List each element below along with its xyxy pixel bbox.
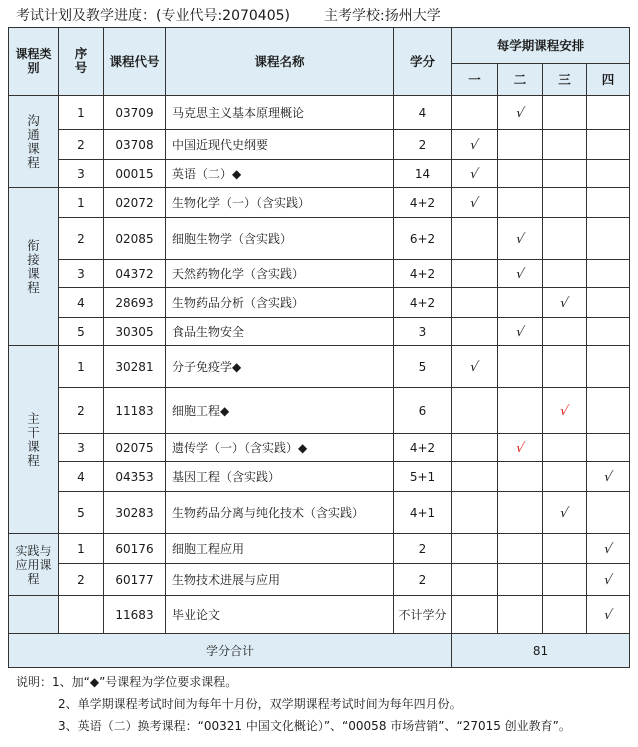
school-name: 主考学校:扬州大学 [324,8,441,24]
term-1-cell [452,218,498,260]
credit-cell: 6 [394,388,452,434]
seq-cell: 2 [59,130,104,160]
code-cell: 02085 [104,218,166,260]
credit-cell: 5+1 [394,462,452,492]
term-3-cell [543,218,587,260]
table-row [9,96,630,130]
seq-cell: 3 [59,160,104,188]
code-cell: 02075 [104,434,166,462]
term-4-cell [587,534,630,564]
term-3-cell [543,492,587,534]
credit-cell: 5 [394,346,452,388]
course-name-cell: 细胞工程◆ [166,388,394,434]
term-1-cell [452,564,498,596]
table-row [9,492,630,534]
term-2-cell [498,462,543,492]
course-name-cell: 基因工程（含实践） [166,462,394,492]
total-label: 学分合计 [9,634,452,668]
plan-title: 考试计划及教学进度：(专业代号:2070405) [16,8,290,24]
term-3-cell [543,318,587,346]
term-3-cell [543,260,587,288]
term-1-cell [452,96,498,130]
term-2-cell [498,434,543,462]
code-cell: 30305 [104,318,166,346]
term-3-cell [543,596,587,634]
check-mark-icon: √ [514,324,526,340]
seq-cell: 2 [59,388,104,434]
header-term-1: 一 [452,64,498,96]
header-term-2: 二 [498,64,543,96]
term-3-cell [543,96,587,130]
credit-cell: 不计学分 [394,596,452,634]
course-name-cell: 中国近现代史纲要 [166,130,394,160]
header-term-3: 三 [543,64,587,96]
term-4-cell [587,388,630,434]
note-1: 说明：1、加“◆”号课程为学位要求课程。 [16,675,238,689]
term-1-cell [452,130,498,160]
term-2-cell [498,346,543,388]
code-cell: 04353 [104,462,166,492]
credit-cell: 3 [394,318,452,346]
term-2-cell [498,160,543,188]
credit-cell: 4+2 [394,288,452,318]
term-3-cell [543,534,587,564]
term-1-cell [452,260,498,288]
table-row [9,462,630,492]
credit-cell: 14 [394,160,452,188]
term-1-cell [452,288,498,318]
table-row-total [9,634,630,668]
check-mark-icon: √ [559,403,570,419]
table-row [9,388,630,434]
seq-cell: 3 [59,434,104,462]
course-name-cell: 毕业论文 [166,596,394,634]
check-mark-icon: √ [602,469,614,485]
term-3-cell [543,462,587,492]
category-cell: 实践与应用课程 [9,534,59,596]
seq-cell: 1 [59,346,104,388]
term-2-cell [498,596,543,634]
course-name-cell: 分子免疫学◆ [166,346,394,388]
term-4-cell [587,346,630,388]
term-2-cell [498,130,543,160]
term-4-cell [587,218,630,260]
term-1-cell [452,160,498,188]
note-3: 3、英语（二）换考课程：“00321 中国文化概论）”、“00058 市场营销”、“27015 创业教育”。 [58,719,571,733]
course-plan-table [8,27,630,668]
course-name-cell: 英语（二）◆ [166,160,394,188]
table-row [9,218,630,260]
term-3-cell [543,346,587,388]
credit-cell: 4 [394,96,452,130]
credit-cell: 4+1 [394,492,452,534]
term-4-cell [587,160,630,188]
code-cell: 60176 [104,534,166,564]
course-name-cell: 生物技术进展与应用 [166,564,394,596]
seq-cell: 4 [59,288,104,318]
term-3-cell [543,130,587,160]
code-cell: 04372 [104,260,166,288]
credit-cell: 2 [394,130,452,160]
term-1-cell [452,462,498,492]
term-2-cell [498,318,543,346]
header-term-4: 四 [587,64,630,96]
check-mark-icon: √ [514,231,526,247]
term-3-cell [543,288,587,318]
table-row [9,434,630,462]
course-name-cell: 马克思主义基本原理概论 [166,96,394,130]
term-2-cell [498,388,543,434]
term-1-cell [452,434,498,462]
header-seq: 序号 [59,28,104,96]
code-cell: 11683 [104,596,166,634]
term-1-cell [452,188,498,218]
code-cell: 30281 [104,346,166,388]
credit-cell: 4+2 [394,188,452,218]
term-3-cell [543,188,587,218]
code-cell: 30283 [104,492,166,534]
term-4-cell [587,96,630,130]
code-cell: 03709 [104,96,166,130]
term-4-cell [587,188,630,218]
term-1-cell [452,318,498,346]
check-mark-icon: √ [602,541,614,557]
course-name-cell: 生物化学（一）（含实践） [166,188,394,218]
credit-cell: 6+2 [394,218,452,260]
term-1-cell [452,596,498,634]
header-code: 课程代号 [104,28,166,96]
header-category: 课程类别 [9,28,59,96]
term-3-cell [543,564,587,596]
seq-cell: 4 [59,462,104,492]
check-mark-icon: √ [602,572,614,588]
course-name-cell: 食品生物安全 [166,318,394,346]
total-value: 81 [452,634,630,668]
course-name-cell: 生物药品分离与纯化技术（含实践） [166,492,394,534]
check-mark-icon: √ [469,137,480,153]
table-row [9,160,630,188]
term-3-cell [543,434,587,462]
seq-cell: 3 [59,260,104,288]
code-cell: 60177 [104,564,166,596]
course-name-cell: 遗传学（一）（含实践）◆ [166,434,394,462]
term-2-cell [498,96,543,130]
term-4-cell [587,564,630,596]
category-cell: 衔接课程 [9,188,59,346]
term-3-cell [543,160,587,188]
notes [16,671,571,737]
table-row [9,260,630,288]
term-2-cell [498,218,543,260]
table-row [9,188,630,218]
term-2-cell [498,288,543,318]
page-title [16,6,441,26]
term-2-cell [498,492,543,534]
code-cell: 00015 [104,160,166,188]
code-cell: 02072 [104,188,166,218]
header-credit: 学分 [394,28,452,96]
term-2-cell [498,260,543,288]
term-3-cell [543,388,587,434]
term-1-cell [452,492,498,534]
term-4-cell [587,596,630,634]
check-mark-icon: √ [514,105,526,121]
course-name-cell: 细胞工程应用 [166,534,394,564]
check-mark-icon: √ [469,166,480,182]
term-2-cell [498,564,543,596]
term-4-cell [587,434,630,462]
check-mark-icon: √ [559,295,570,311]
code-cell: 11183 [104,388,166,434]
term-4-cell [587,462,630,492]
code-cell: 03708 [104,130,166,160]
term-4-cell [587,130,630,160]
seq-cell: 2 [59,218,104,260]
credit-cell: 4+2 [394,434,452,462]
credit-cell: 2 [394,534,452,564]
course-name-cell: 细胞生物学（含实践） [166,218,394,260]
term-4-cell [587,492,630,534]
course-name-cell: 天然药物化学（含实践） [166,260,394,288]
term-1-cell [452,534,498,564]
category-cell: 沟通课程 [9,96,59,188]
check-mark-icon: √ [559,505,570,521]
check-mark-icon: √ [469,195,480,211]
course-name-cell: 生物药品分析（含实践） [166,288,394,318]
table-row [9,288,630,318]
table-row [9,130,630,160]
check-mark-icon: √ [514,440,526,456]
term-4-cell [587,260,630,288]
code-cell: 28693 [104,288,166,318]
seq-cell: 1 [59,188,104,218]
note-2: 2、单学期课程考试时间为每年十月份，双学期课程考试时间为每年四月份。 [58,697,462,711]
seq-cell: 1 [59,96,104,130]
term-1-cell [452,346,498,388]
term-1-cell [452,388,498,434]
seq-cell: 1 [59,534,104,564]
seq-cell: 5 [59,492,104,534]
credit-cell: 2 [394,564,452,596]
category-cell: 主干课程 [9,346,59,534]
table-row-thesis [9,596,630,634]
term-2-cell [498,534,543,564]
category-cell-empty [9,596,59,634]
term-4-cell [587,318,630,346]
check-mark-icon: √ [602,607,614,623]
term-4-cell [587,288,630,318]
header-schedule: 每学期课程安排 [452,28,630,64]
term-2-cell [498,188,543,218]
table-row [9,318,630,346]
table-row [9,534,630,564]
header-name: 课程名称 [166,28,394,96]
seq-cell: 5 [59,318,104,346]
seq-cell-empty [59,596,104,634]
credit-cell: 4+2 [394,260,452,288]
table-row [9,346,630,388]
seq-cell: 2 [59,564,104,596]
table-row [9,564,630,596]
check-mark-icon: √ [514,266,526,282]
check-mark-icon: √ [469,359,480,375]
